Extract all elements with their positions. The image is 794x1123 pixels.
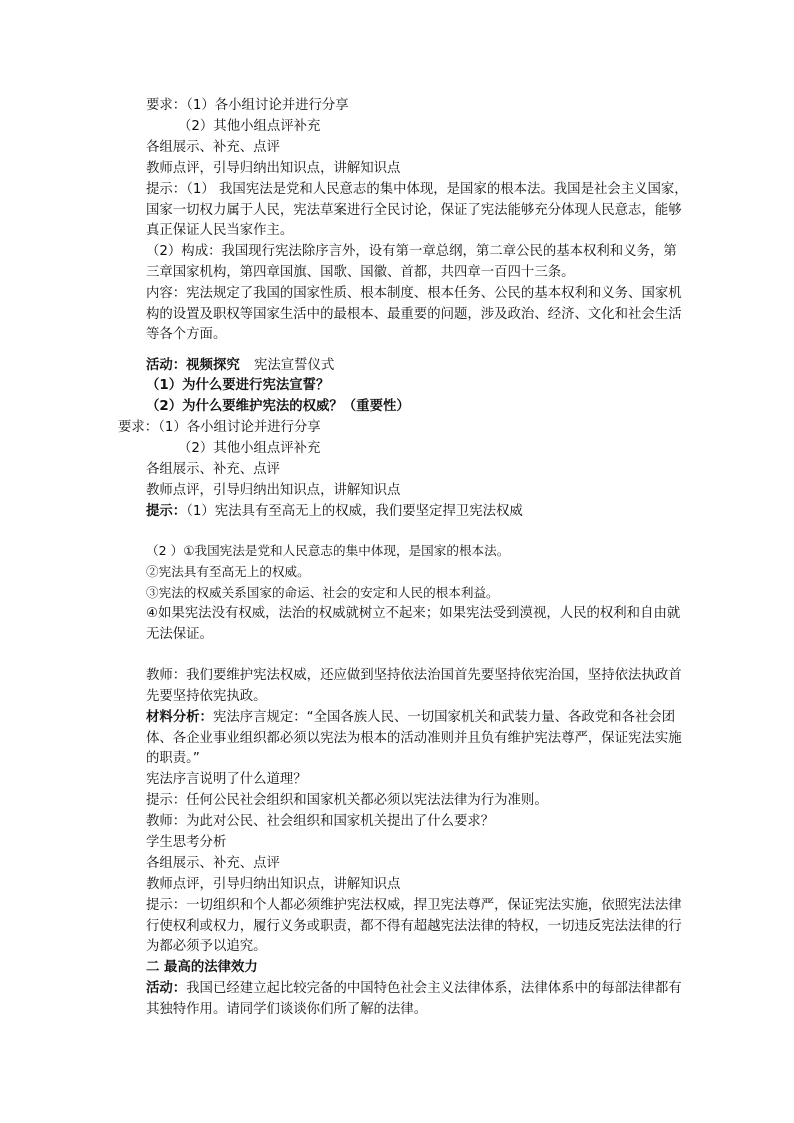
activity-law-paragraph [118,979,688,1020]
requirement-line-2: （2）其他小组点评补充 [178,119,321,134]
hint-line-3: 提示：任何公民社会组织和国家机关都必须以宪法法律为行为准则。 [146,793,548,808]
question-1: （1）为什么要进行宪法宣誓？ [146,378,330,393]
constitution-content-paragraph [118,284,688,346]
requirement-line-3: 要求：（1）各小组讨论并进行分享 [118,420,321,435]
preamble-question: 宪法序言说明了什么道理？ [146,772,307,787]
teacher-statement-text: 教师：我们要维护宪法权威，还应做到坚持依法治国首先要坚持依宪治国，坚持依法执政首先要坚持依宪执政。 [146,668,682,704]
group-display-line-2: 各组展示、补充、点评 [146,462,280,477]
teacher-question: 教师：为此对公民、社会组织和国家机关提出了什么要求？ [146,814,495,829]
activity-law-label: 活动： [146,981,187,996]
hint-line-2 [118,502,688,523]
activity-label: 活动：视频探究 [146,357,240,373]
teacher-statement-paragraph [118,666,688,707]
section-heading-2: 二 最高的法律效力 [146,960,258,975]
teacher-comment-line-2: 教师点评，引导归纳出知识点，讲解知识点 [146,483,401,498]
constitution-structure-paragraph [118,242,688,283]
reason-4 [118,604,688,645]
activity-title: 宪法宣誓仪式 [254,358,335,373]
hint-final-text: 提示：一切组织和个人都必须维护宪法权威，捍卫宪法尊严，保证宪法实施，依照宪法法律行使权利或权力，履行义务或职责，都不得有超越宪法法律的特权，一切违反宪法法律的行为都必须予以追究。 [146,898,682,954]
material-analysis-paragraph [118,708,688,770]
content-text: 内容：宪法规定了我国的国家性质、根本制度、根本任务、公民的基本权利和义务、国家机构的设置及职权等国家生活中的最根本、最重要的问题，涉及政治、经济、文化和社会生活等各个方面。 [146,286,682,342]
requirement-line-1: 要求：（1）各小组讨论并进行分享 [146,98,349,113]
reason-3: ③宪法的权威关系国家的命运、社会的安定和人民的根本利益。 [146,585,499,600]
group-display-line: 各组展示、补充、点评 [146,140,280,155]
group-display-line-3: 各组展示、补充、点评 [146,856,280,871]
hint-paragraph-1 [118,180,688,242]
reason-4-text: ④如果宪法没有权威，法治的权威就树立不起来；如果宪法受到漠视，人民的权利和自由就无法保证。 [146,606,681,642]
reason-1: （2 ）①我国宪法是党和人民意志的集中体现，是国家的根本法。 [146,543,510,558]
student-thinking: 学生思考分析 [146,835,227,850]
hint-text: 提示：（1） 我国宪法是党和人民意志的集中体现，是国家的根本法。我国是社会主义国家，国家一切权力属于人民，宪法草案进行全民讨论，保证了宪法能够充分体现人民意志，能够真正保证人民当家作主。 [146,182,688,238]
activity-law-text: 我国已经建立起比较完备的中国特色社会主义法律体系，法律体系中的每部法律都有其独特作用。请同学们谈谈你们所了解的法律。 [146,981,682,1017]
structure-text: （2）构成：我国现行宪法除序言外，设有第一章总纲，第二章公民的基本权利和义务，第三章国家机构，第四章国旗、国歌、国徽、首都，共四章一百四十三条。 [146,244,677,280]
teacher-comment-line: 教师点评，引导归纳出知识点，讲解知识点 [146,161,401,176]
reason-2: ②宪法具有至高无上的权威。 [146,564,310,579]
hint-label: 提示： [146,504,187,519]
activity-video-line [118,355,688,377]
material-analysis-label: 材料分析： [146,710,213,725]
requirement-line-4: （2）其他小组点评补充 [178,441,321,456]
material-analysis-text: 宪法序言规定：“全国各族人民、一切国家机关和武装力量、各政党和各社会团体、各企业事业组织都必须以宪法为根本的活动准则并且负有维护宪法尊严，保证宪法实施的职责。” [146,710,682,766]
hint-authority-text: （1）宪法具有至高无上的权威，我们要坚定捍卫宪法权威 [186,504,523,519]
hint-paragraph-final [118,896,688,958]
teacher-comment-line-3: 教师点评，引导归纳出知识点，讲解知识点 [146,877,401,892]
question-2: （2）为什么要维护宪法的权威？（重要性） [146,399,410,414]
